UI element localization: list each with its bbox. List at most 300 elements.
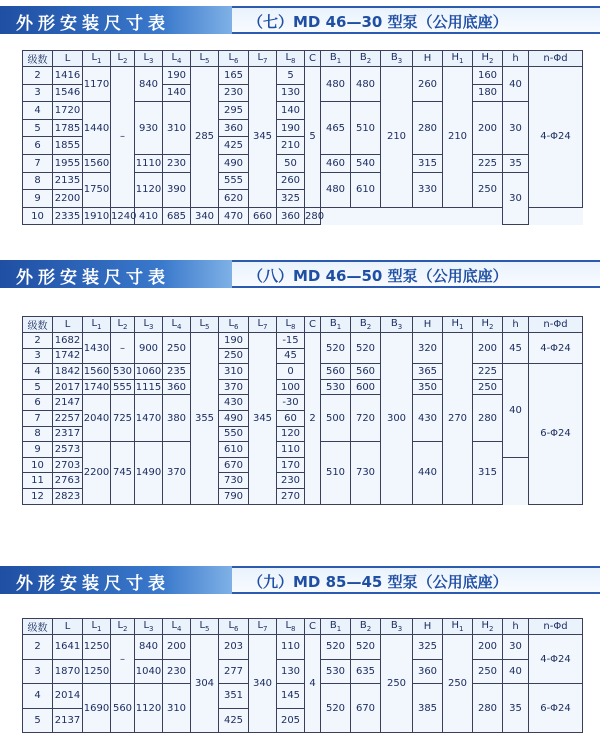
column-header: H: [413, 317, 443, 333]
table-cell: 6: [23, 137, 53, 155]
column-header: $B_1$: [321, 317, 351, 333]
table-cell: 7: [23, 154, 53, 172]
column-header: $L_7$: [249, 317, 277, 333]
column-header: $L_3$: [135, 317, 163, 333]
table-cell: 2137: [53, 708, 83, 733]
table-cell: 3: [23, 348, 53, 364]
table-cell: 500: [321, 395, 351, 442]
banner-subtitle-bar: [232, 566, 600, 594]
table-cell: 7: [23, 410, 53, 426]
table-cell: 0: [277, 364, 305, 380]
table-row: [23, 102, 583, 120]
table-cell: 510: [321, 442, 351, 504]
column-header: $L_4$: [163, 619, 191, 635]
column-header: $L_6$: [219, 619, 249, 635]
dimension-table-wrap: [22, 316, 583, 505]
table-cell: 9: [23, 190, 53, 208]
dimension-table: [22, 618, 583, 733]
column-header: $L_1$: [83, 619, 111, 635]
table-cell: 315: [473, 442, 503, 504]
table-cell: 2200: [83, 442, 111, 504]
table-cell: 2823: [53, 488, 83, 504]
column-header: 级数: [23, 317, 53, 333]
table-cell: 4-Φ24: [529, 67, 583, 208]
column-header: $L_7$: [249, 51, 277, 67]
table-row: [23, 635, 583, 660]
table-cell: 8: [23, 426, 53, 442]
table-cell: 385: [413, 684, 443, 733]
table-cell: 3: [23, 84, 53, 102]
table-cell: 490: [219, 154, 249, 172]
banner-title-bar: [0, 260, 232, 288]
table-cell: 310: [163, 102, 191, 155]
table-cell: 480: [351, 67, 381, 102]
table-cell: 520: [321, 684, 351, 733]
table-cell: 350: [413, 379, 443, 395]
table-cell: 5: [277, 67, 305, 85]
table-cell: 145: [277, 684, 305, 709]
column-header: h: [503, 619, 529, 635]
table-cell: 203: [219, 635, 249, 660]
table-cell: 200: [473, 635, 503, 660]
table-cell: 10: [23, 207, 53, 225]
table-cell: 460: [321, 154, 351, 172]
table-cell: 250: [473, 172, 503, 207]
table-cell: 340: [191, 207, 219, 225]
banner-subtitle-bar: [232, 6, 600, 34]
table-cell: 170: [277, 457, 305, 473]
column-header: $L_3$: [135, 51, 163, 67]
column-header: $B_1$: [321, 51, 351, 67]
table-cell: 730: [351, 442, 381, 504]
table-cell: 210: [381, 67, 413, 208]
table-cell: 310: [219, 364, 249, 380]
table-cell: 1416: [53, 67, 83, 85]
table-cell: 205: [277, 708, 305, 733]
table-cell: 1110: [135, 154, 163, 172]
table-cell: 40: [503, 67, 529, 102]
column-header: $L_2$: [111, 317, 135, 333]
table-cell: 160: [473, 67, 503, 85]
table-cell: 200: [473, 333, 503, 364]
table-cell: 235: [163, 364, 191, 380]
table-cell: 1720: [53, 102, 83, 120]
table-cell: 320: [413, 333, 443, 364]
table-cell: –: [111, 333, 135, 364]
table-cell: 340: [249, 635, 277, 733]
table-cell: 250: [443, 635, 473, 733]
table-cell: 410: [135, 207, 163, 225]
table-cell: 2014: [53, 684, 83, 709]
table-row: [23, 395, 583, 411]
table-cell: 300: [381, 333, 413, 505]
table-cell: 560: [111, 684, 135, 733]
section-title: 外形安装尺寸表: [16, 268, 170, 288]
column-header: $L_8$: [277, 619, 305, 635]
column-header: $B_3$: [381, 317, 413, 333]
table-cell: 2: [23, 333, 53, 349]
table-cell: 840: [135, 635, 163, 660]
table-cell: 3: [23, 659, 53, 684]
column-header: $L_2$: [111, 619, 135, 635]
table-cell: 315: [413, 154, 443, 172]
column-header: 级数: [23, 619, 53, 635]
table-row: [23, 379, 583, 395]
table-header-row: [23, 51, 583, 67]
table-cell: 250: [381, 635, 413, 733]
column-header: $B_1$: [321, 619, 351, 635]
section-title: 外形安装尺寸表: [16, 14, 170, 34]
column-header: $L_7$: [249, 619, 277, 635]
table-cell: -15: [277, 333, 305, 349]
table-cell: 285: [191, 67, 219, 208]
section-7: [0, 6, 600, 222]
table-cell: 1440: [83, 102, 111, 155]
column-header: $B_2$: [351, 317, 381, 333]
column-header: n-Φd: [529, 51, 583, 67]
table-cell: 2: [23, 67, 53, 85]
table-cell: 1641: [53, 635, 83, 660]
table-cell: 30: [503, 635, 529, 660]
table-cell: 610: [351, 172, 381, 207]
table-cell: 1560: [83, 154, 111, 172]
column-header: $B_2$: [351, 619, 381, 635]
section-9: [0, 566, 600, 726]
column-header: $H_2$: [473, 51, 503, 67]
table-cell: 2317: [53, 426, 83, 442]
table-cell: 304: [191, 635, 219, 733]
column-header: H: [413, 619, 443, 635]
table-cell: 1682: [53, 333, 83, 349]
column-header: C: [305, 51, 321, 67]
table-cell: 1855: [53, 137, 83, 155]
table-cell: 480: [321, 172, 351, 207]
table-cell: 280: [473, 395, 503, 442]
column-header: $H_1$: [443, 51, 473, 67]
table-cell: 730: [219, 473, 249, 489]
column-header: $L_5$: [191, 51, 219, 67]
table-cell: 40: [503, 659, 529, 684]
table-cell: 930: [135, 102, 163, 155]
column-header: h: [503, 51, 529, 67]
table-cell: 2135: [53, 172, 83, 190]
section-8: [0, 260, 600, 502]
table-cell: 230: [163, 659, 191, 684]
table-cell: 550: [219, 426, 249, 442]
table-cell: 510: [351, 102, 381, 155]
table-cell: 6: [23, 395, 53, 411]
table-cell: 480: [321, 67, 351, 102]
column-header: $L_5$: [191, 317, 219, 333]
table-cell: 4-Φ24: [529, 333, 583, 364]
table-cell: 10: [23, 457, 53, 473]
table-cell: 360: [413, 659, 443, 684]
table-row: [23, 154, 583, 172]
table-cell: 190: [219, 333, 249, 349]
table-cell: 365: [413, 364, 443, 380]
table-cell: 351: [219, 684, 249, 709]
table-cell: 140: [163, 84, 191, 102]
column-header: $B_2$: [351, 51, 381, 67]
table-cell: 260: [277, 172, 305, 190]
section-9-banner: [0, 566, 600, 594]
table-cell: 345: [249, 333, 277, 505]
table-cell: 520: [351, 635, 381, 660]
table-cell: 1040: [135, 659, 163, 684]
table-cell: 355: [191, 333, 219, 505]
table-cell: 1546: [53, 84, 83, 102]
table-cell: 130: [277, 84, 305, 102]
table-cell: 210: [277, 137, 305, 155]
table-cell: 280: [413, 102, 443, 155]
table-cell: 900: [135, 333, 163, 364]
table-cell: 4: [305, 635, 321, 733]
column-header: 级数: [23, 51, 53, 67]
table-cell: 12: [23, 488, 53, 504]
table-cell: 540: [351, 154, 381, 172]
table-cell: 1750: [83, 172, 111, 207]
table-cell: 4-Φ24: [529, 635, 583, 684]
table-cell: 225: [473, 154, 503, 172]
table-row: [23, 67, 583, 85]
table-cell: 2763: [53, 473, 83, 489]
section-8-banner: [0, 260, 600, 288]
table-cell: 465: [321, 102, 351, 155]
table-cell: 1560: [83, 364, 111, 380]
table-cell: 490: [219, 410, 249, 426]
table-cell: 1490: [135, 442, 163, 504]
table-header-row: [23, 619, 583, 635]
table-cell: 325: [277, 190, 305, 208]
column-header: $L_6$: [219, 51, 249, 67]
dimension-table: [22, 50, 583, 225]
table-row: [23, 364, 583, 380]
table-cell: 2703: [53, 457, 83, 473]
table-cell: 110: [277, 635, 305, 660]
table-cell: 1430: [83, 333, 111, 364]
table-cell: 30: [503, 102, 529, 155]
table-cell: 250: [473, 659, 503, 684]
column-header: $L_4$: [163, 317, 191, 333]
table-row: [23, 333, 583, 349]
column-header: H: [413, 51, 443, 67]
table-cell: 5: [305, 67, 321, 208]
table-cell: 250: [473, 379, 503, 395]
table-cell: 230: [219, 84, 249, 102]
table-cell: 60: [277, 410, 305, 426]
table-cell: 325: [413, 635, 443, 660]
table-cell: 390: [163, 172, 191, 207]
column-header: $H_2$: [473, 317, 503, 333]
column-header: $H_2$: [473, 619, 503, 635]
table-cell: 190: [277, 119, 305, 137]
table-cell: 1240: [111, 207, 135, 225]
table-cell: 1470: [135, 395, 163, 442]
dimension-table: [22, 316, 583, 505]
table-cell: 685: [163, 207, 191, 225]
column-header: $B_3$: [381, 619, 413, 635]
table-cell: 330: [413, 172, 443, 207]
table-cell: –: [111, 635, 135, 684]
table-cell: 555: [111, 379, 135, 395]
table-cell: 560: [321, 364, 351, 380]
table-cell: 345: [249, 67, 277, 208]
table-cell: 425: [219, 137, 249, 155]
table-cell: 360: [219, 119, 249, 137]
table-cell: 270: [277, 488, 305, 504]
table-cell: 190: [163, 67, 191, 85]
section-subtitle: （八）MD 46—50 型泵（公用底座）: [248, 267, 508, 285]
column-header: n-Φd: [529, 619, 583, 635]
table-cell: 430: [413, 395, 443, 442]
table-cell: 1250: [83, 659, 111, 684]
table-cell: 1842: [53, 364, 83, 380]
table-cell: 2040: [83, 395, 111, 442]
table-cell: 1250: [83, 635, 111, 660]
table-cell: 270: [443, 333, 473, 505]
column-header: $L_8$: [277, 317, 305, 333]
column-header: $B_3$: [381, 51, 413, 67]
table-cell: 1910: [83, 207, 111, 225]
table-cell: 745: [111, 442, 135, 504]
table-cell: 2200: [53, 190, 83, 208]
dimension-table-wrap: [22, 618, 583, 733]
table-cell: 635: [351, 659, 381, 684]
table-cell: 45: [277, 348, 305, 364]
table-cell: 50: [277, 154, 305, 172]
column-header: $L_6$: [219, 317, 249, 333]
table-cell: 35: [503, 684, 529, 733]
table-cell: 470: [219, 207, 249, 225]
table-cell: 4: [23, 684, 53, 709]
column-header: L: [53, 619, 83, 635]
table-cell: 310: [163, 684, 191, 733]
table-cell: 280: [305, 207, 321, 225]
table-cell: 2335: [53, 207, 83, 225]
column-header: $L_3$: [135, 619, 163, 635]
table-cell: 260: [413, 67, 443, 102]
table-cell: 2573: [53, 442, 83, 458]
table-header-row: [23, 317, 583, 333]
table-cell: 1740: [83, 379, 111, 395]
column-header: $L_1$: [83, 317, 111, 333]
table-cell: 670: [351, 684, 381, 733]
table-cell: 1120: [135, 684, 163, 733]
table-cell: 520: [321, 635, 351, 660]
table-cell: 425: [219, 708, 249, 733]
table-cell: 790: [219, 488, 249, 504]
table-cell: 1785: [53, 119, 83, 137]
table-cell: 1742: [53, 348, 83, 364]
table-row: [23, 172, 583, 190]
table-cell: 1115: [135, 379, 163, 395]
table-cell: 440: [413, 442, 443, 504]
table-cell: 720: [351, 395, 381, 442]
table-cell: 130: [277, 659, 305, 684]
table-cell: 725: [111, 395, 135, 442]
table-cell: 120: [277, 426, 305, 442]
table-row: [23, 684, 583, 709]
table-cell: 560: [351, 364, 381, 380]
table-cell: 555: [219, 172, 249, 190]
table-cell: 1955: [53, 154, 83, 172]
table-cell: 360: [163, 379, 191, 395]
column-header: $L_4$: [163, 51, 191, 67]
table-cell: 5: [23, 379, 53, 395]
table-cell: 840: [135, 67, 163, 102]
table-cell: 2017: [53, 379, 83, 395]
table-cell: 2147: [53, 395, 83, 411]
table-cell: 370: [219, 379, 249, 395]
table-cell: 40: [503, 364, 529, 458]
banner-subtitle-bar: [232, 260, 600, 288]
column-header: n-Φd: [529, 317, 583, 333]
section-title: 外形安装尺寸表: [16, 574, 170, 594]
table-cell: 230: [163, 154, 191, 172]
table-row: [23, 659, 583, 684]
column-header: $H_1$: [443, 619, 473, 635]
table-cell: 610: [219, 442, 249, 458]
table-cell: –: [111, 67, 135, 208]
table-cell: 5: [23, 119, 53, 137]
column-header: C: [305, 619, 321, 635]
table-cell: 140: [277, 102, 305, 120]
table-cell: 530: [321, 659, 351, 684]
table-cell: 600: [351, 379, 381, 395]
table-cell: -30: [277, 395, 305, 411]
table-cell: 520: [351, 333, 381, 364]
table-cell: 670: [219, 457, 249, 473]
table-row: [23, 207, 583, 225]
table-cell: 45: [503, 333, 529, 364]
dimension-table-wrap: [22, 50, 583, 225]
table-cell: 2257: [53, 410, 83, 426]
table-cell: 250: [219, 348, 249, 364]
table-cell: 4: [23, 102, 53, 120]
table-cell: 530: [111, 364, 135, 380]
table-cell: 430: [219, 395, 249, 411]
table-cell: 8: [23, 172, 53, 190]
column-header: C: [305, 317, 321, 333]
column-header: $L_8$: [277, 51, 305, 67]
table-cell: 6-Φ24: [529, 364, 583, 504]
table-cell: 1170: [83, 67, 111, 102]
table-cell: 6-Φ24: [529, 684, 583, 733]
table-cell: 530: [321, 379, 351, 395]
column-header: h: [503, 317, 529, 333]
table-cell: 250: [163, 333, 191, 364]
table-cell: 165: [219, 67, 249, 85]
table-cell: 200: [473, 102, 503, 155]
table-cell: 35: [503, 154, 529, 172]
table-cell: 225: [473, 364, 503, 380]
banner-title-bar: [0, 6, 232, 34]
banner-title-bar: [0, 566, 232, 594]
table-cell: 200: [163, 635, 191, 660]
table-cell: 4: [23, 364, 53, 380]
column-header: L: [53, 317, 83, 333]
table-cell: 620: [219, 190, 249, 208]
table-cell: 5: [23, 708, 53, 733]
table-cell: 295: [219, 102, 249, 120]
table-cell: 1060: [135, 364, 163, 380]
table-cell: 380: [163, 395, 191, 442]
column-header: $L_2$: [111, 51, 135, 67]
column-header: $H_1$: [443, 317, 473, 333]
column-header: $L_1$: [83, 51, 111, 67]
table-cell: 370: [163, 442, 191, 504]
table-cell: 230: [277, 473, 305, 489]
